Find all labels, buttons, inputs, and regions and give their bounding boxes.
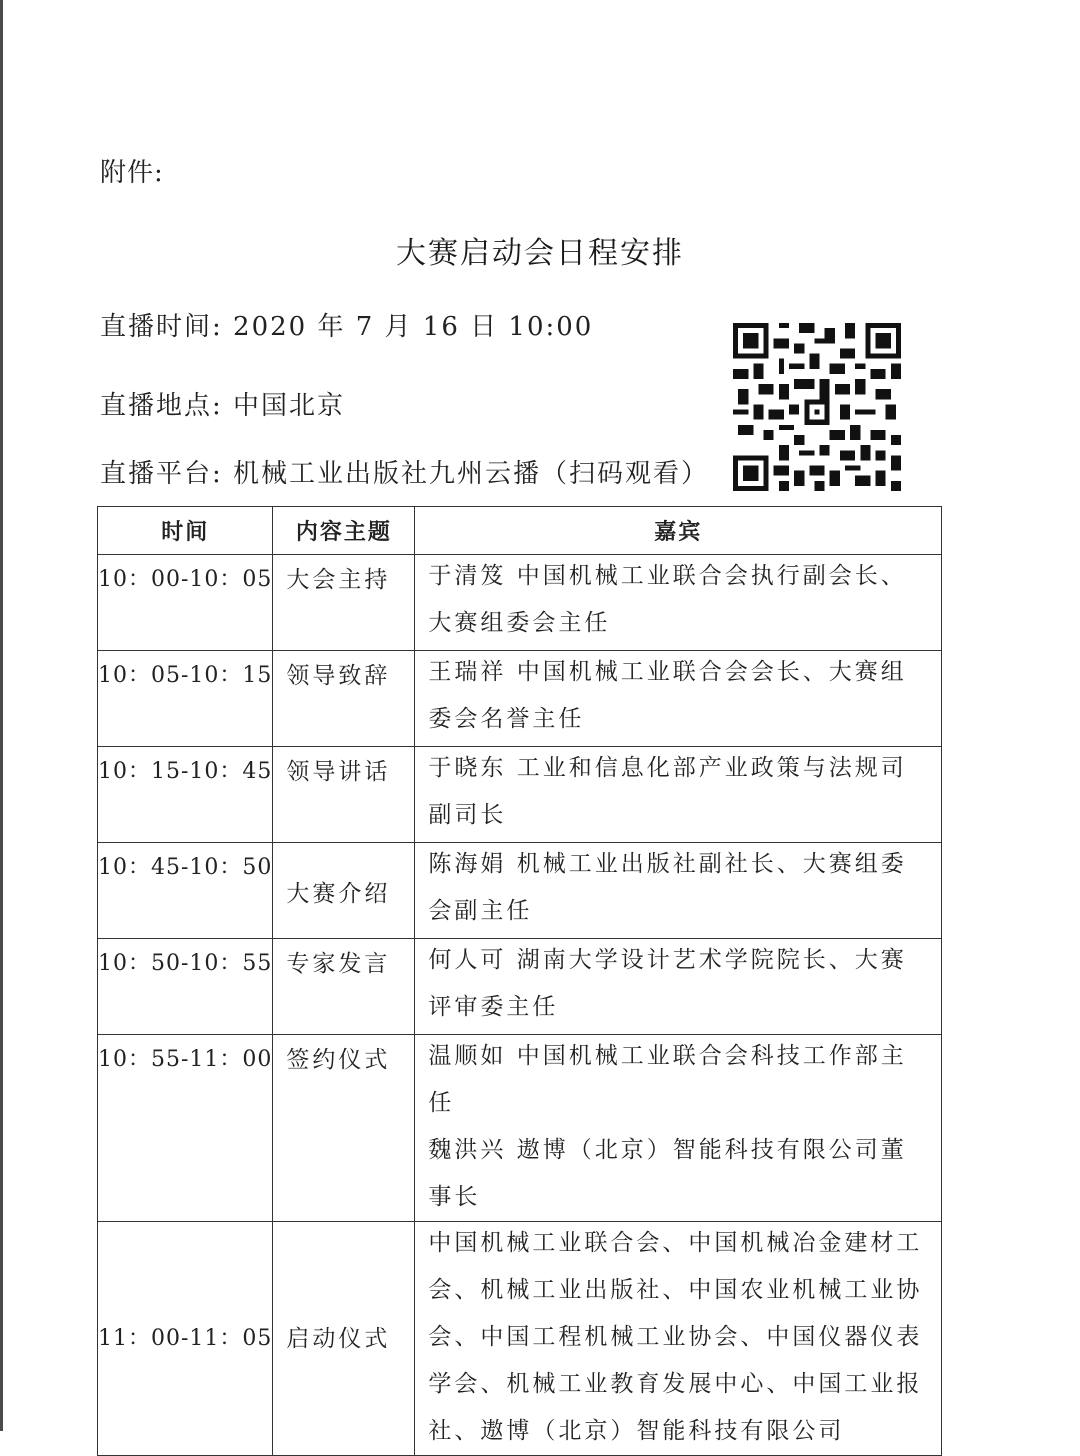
table-row	[98, 747, 942, 843]
page-edge-rule	[0, 0, 3, 1431]
row-topic: 大赛介绍	[273, 843, 415, 939]
header-guest: 嘉宾	[415, 507, 942, 555]
row-time: 10：05-10：15	[98, 651, 273, 747]
guest-text: 王瑞祥 中国机械工业联合会会长、大赛组委会名誉主任	[428, 659, 907, 732]
row-guest	[415, 1222, 942, 1456]
table-row	[98, 1035, 942, 1222]
guest-text: 何人可 湖南大学设计艺术学院院长、大赛评审委主任	[428, 947, 907, 1020]
table-row	[98, 939, 942, 1035]
row-time: 10：00-10：05	[98, 555, 273, 651]
row-guest	[415, 747, 942, 843]
guest-text: 温顺如 中国机械工业联合会科技工作部主任	[428, 1043, 907, 1116]
row-topic: 启动仪式	[273, 1222, 415, 1456]
row-topic: 签约仪式	[273, 1035, 415, 1222]
guest-text: 陈海娟 机械工业出版社副社长、大赛组委会副主任	[428, 851, 907, 924]
header-time: 时间	[98, 507, 273, 555]
row-time: 11：00-11：05	[98, 1222, 273, 1456]
row-guest	[415, 651, 942, 747]
page-title: 大赛启动会日程安排	[396, 236, 684, 271]
row-topic: 专家发言	[273, 939, 415, 1035]
row-guest	[415, 555, 942, 651]
row-time: 10：15-10：45	[98, 747, 273, 843]
header-topic: 内容主题	[273, 507, 415, 555]
row-guest	[415, 843, 942, 939]
attachment-label: 附件:	[100, 158, 164, 188]
broadcast-platform: 直播平台: 机械工业出版社九州云播（扫码观看）	[100, 459, 710, 489]
row-topic: 领导讲话	[273, 747, 415, 843]
table-row	[98, 651, 942, 747]
guest-text: 于晓东 工业和信息化部产业政策与法规司副司长	[428, 755, 907, 828]
row-time: 10：55-11：00	[98, 1035, 273, 1222]
guest-text-2: 魏洪兴 遨博（北京）智能科技有限公司董事长	[428, 1137, 907, 1210]
guest-text: 于清笈 中国机械工业联合会执行副会长、大赛组委会主任	[428, 563, 907, 636]
table-header-row	[98, 507, 942, 555]
table-row	[98, 1222, 942, 1456]
table-row	[98, 555, 942, 651]
row-time: 10：45-10：50	[98, 843, 273, 939]
schedule-table	[97, 506, 942, 1456]
broadcast-place: 直播地点: 中国北京	[100, 391, 346, 421]
row-guest	[415, 939, 942, 1035]
qr-code-icon[interactable]	[733, 323, 901, 491]
guest-text: 中国机械工业联合会、中国机械冶金建材工会、机械工业出版社、中国农业机械工业协会、中国工程机械工业协会、中国仪器仪表学会、机械工业教育发展中心、中国工业报社、遨博（北京）智能科技有限公司	[428, 1230, 923, 1444]
row-guest	[415, 1035, 942, 1222]
table-row	[98, 843, 942, 939]
row-topic: 大会主持	[273, 555, 415, 651]
row-topic: 领导致辞	[273, 651, 415, 747]
row-time: 10：50-10：55	[98, 939, 273, 1035]
broadcast-time: 直播时间: 2020 年 7 月 16 日 10:00	[100, 312, 594, 342]
